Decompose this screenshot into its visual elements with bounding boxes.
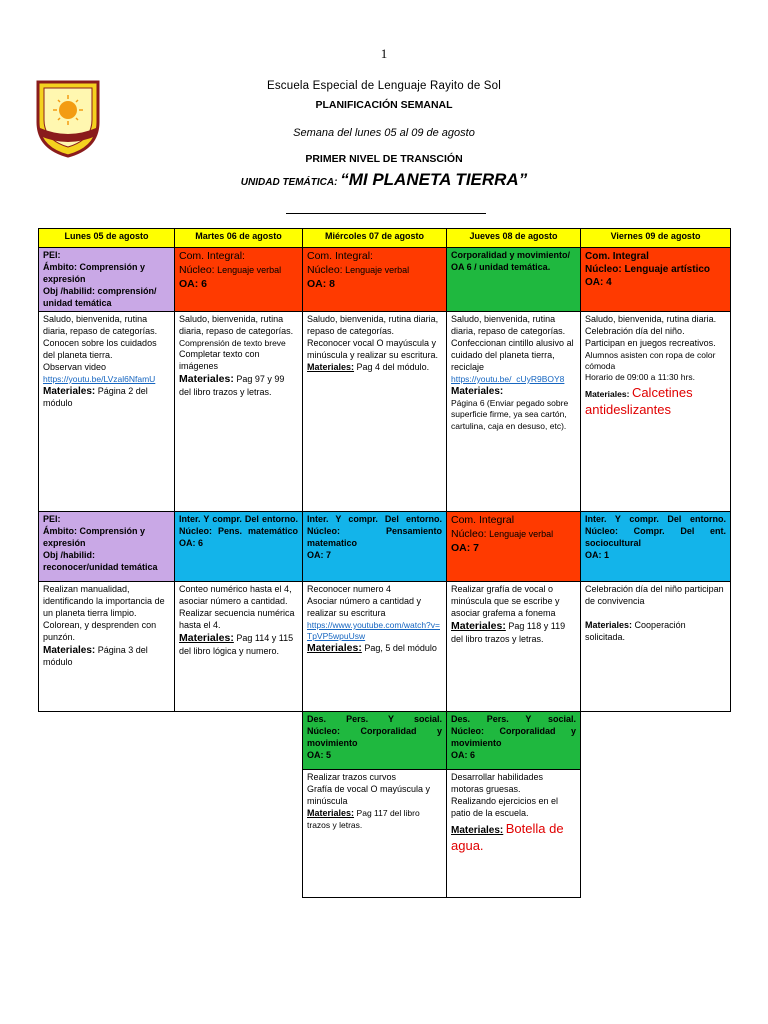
objective-line: Com. Integral: xyxy=(307,250,373,262)
objective-line: PEI: xyxy=(43,250,61,260)
materials-label: Materiales: xyxy=(179,373,234,386)
school-name: Escuela Especial de Lenguaje Rayito de Sol xyxy=(266,80,502,92)
objective-wednesday-2 xyxy=(303,512,447,582)
page-number: 1 xyxy=(380,46,388,61)
materials-label: Materiales: xyxy=(451,824,504,836)
objective-line: PEI: xyxy=(43,514,61,525)
nucleus-label: Núcleo: xyxy=(179,263,215,276)
objective-row-3 xyxy=(39,712,731,770)
activity-row-2 xyxy=(39,582,731,712)
activity-text: Saludo, bienvenida, rutina diaria, repaso de categorías. xyxy=(307,314,439,337)
objective-line: Núcleo: Corporalidad y movimiento xyxy=(307,726,442,749)
activity-text: Saludo, bienvenida, rutina diaria, repaso de categorías. xyxy=(43,314,158,337)
activity-row-3 xyxy=(39,770,731,898)
materials-text: Página 3 del módulo xyxy=(43,644,148,667)
objective-line: OA: 8 xyxy=(307,277,336,290)
objective-line: Com. Integral: xyxy=(179,250,245,262)
objective-row-1 xyxy=(39,248,731,312)
materials-label: Materiales: xyxy=(451,620,506,632)
unit-label: UNIDAD TEMÁTICA: xyxy=(240,177,338,188)
activity-text: Realizando ejercicios en el patio de la escuela. xyxy=(451,796,559,818)
activity-text: Participan en juegos recreativos. xyxy=(585,338,716,349)
objective-line: Des. Pers. Y social. xyxy=(451,714,576,725)
activity-text: Conocen sobre los cuidados del planeta tierra. xyxy=(43,338,157,360)
activity-text: Comprensión de texto breve xyxy=(179,338,286,349)
materials-label: Materiales: xyxy=(451,385,504,397)
day-header-friday: Viernes 09 de agosto xyxy=(581,229,731,248)
objective-line: Núcleo: Compr. Del ent. sociocultural xyxy=(585,526,726,549)
objective-line: OA: 6 xyxy=(179,538,204,549)
objective-line: OA: 7 xyxy=(307,550,332,560)
objective-line: Inter. Y compr. Del entorno. xyxy=(179,514,298,525)
objective-thursday-2 xyxy=(447,512,581,582)
day-header-tuesday: Martes 06 de agosto xyxy=(175,229,303,248)
activity-text: Reconocer vocal O mayúscula y minúscula y realizar su escritura. xyxy=(307,338,439,360)
materials-text: Página 2 del módulo xyxy=(43,385,148,409)
video-link[interactable]: https://youtu.be/LVzal6NfamU xyxy=(43,373,156,384)
objective-line: OA: 6 xyxy=(451,750,476,760)
activity-row-1 xyxy=(39,312,731,512)
day-header-wednesday: Miércoles 07 de agosto xyxy=(303,229,447,248)
materials-label: Materiales: xyxy=(307,361,355,372)
materials-text: Cooperación solicitada. xyxy=(585,620,686,642)
objective-line: OA: 5 xyxy=(307,750,332,760)
materials-text: Página 6 (Enviar pegado sobre superficie firme, ya sea cartón, cartulina, caja en desuso, etc). xyxy=(451,398,569,431)
materials-text: Botella de agua. xyxy=(451,820,564,854)
activity-text: Observan video xyxy=(43,361,107,372)
activity-wednesday-3 xyxy=(303,770,447,898)
objective-thursday-1 xyxy=(447,248,581,312)
objective-line: Corporalidad y movimiento/ OA 6 / unidad temática. xyxy=(451,250,571,272)
materials-text: Pag 118 y 119 del libro trazos y letras. xyxy=(451,621,566,644)
activity-text: Celebración día del niño. xyxy=(585,326,685,337)
objective-line: Núcleo: Lenguaje artístico xyxy=(585,264,711,276)
materials-label: Materiales: xyxy=(43,385,96,397)
objective-line: OA: 6 xyxy=(179,277,208,290)
activity-monday-1 xyxy=(39,312,175,512)
activity-wednesday-1 xyxy=(303,312,447,512)
objective-line: Des. Pers. Y social. xyxy=(307,714,442,725)
activity-friday-1 xyxy=(581,312,731,512)
objective-line: Núcleo: Pens. matemático xyxy=(179,526,298,537)
objective-line: Obj /habilid: comprensión/ unidad temática xyxy=(43,285,157,308)
activity-text: Saludo, bienvenida, rutina diaria, repaso de categorías. xyxy=(451,314,566,337)
activity-text: Saludo, bienvenida, rutina diaria. xyxy=(585,314,717,325)
activity-thursday-1 xyxy=(447,312,581,512)
activity-text: Realizar grafía de vocal o minúscula que se escribe y asociar grafema a fonema xyxy=(451,584,560,619)
video-link[interactable]: https://youtu.be/_cUyR9BOY8 xyxy=(451,373,565,384)
objective-line: Núcleo: Pensamiento matematico xyxy=(307,526,442,549)
thematic-unit xyxy=(0,170,768,190)
nucleus-value: Lenguaje verbal xyxy=(217,264,282,275)
objective-line: Ámbito: Comprensión y expresión xyxy=(43,526,146,549)
activity-wednesday-2 xyxy=(303,582,447,712)
nucleus-value: Lenguaje verbal xyxy=(345,264,410,275)
objective-line: Com. Integral xyxy=(585,251,649,262)
materials-label: Materiales: xyxy=(307,808,355,818)
day-header-thursday: Jueves 08 de agosto xyxy=(447,229,581,248)
objective-line: Ámbito: Comprensión y expresión xyxy=(43,261,146,284)
nucleus-label: Núcleo: xyxy=(307,263,343,276)
objective-tuesday-2 xyxy=(175,512,303,582)
activity-text: Confeccionan cintillo alusivo al cuidado del planeta tierra, reciclaje xyxy=(451,338,574,372)
day-header-row xyxy=(39,229,731,248)
activity-text: Reconocer numero 4 xyxy=(307,584,392,595)
objective-line: Obj /habilid: reconocer/unidad temática xyxy=(43,550,158,572)
video-link[interactable]: https://www.youtube.com/watch?v=TpVP5wpuUsw xyxy=(307,620,440,642)
objective-line: Inter. Y compr. Del entorno. xyxy=(307,514,442,525)
activity-text: Desarrollar habilidades motoras gruesas. xyxy=(451,772,544,795)
materials-text: Pag 97 y 99 del libro trazos y letras. xyxy=(179,374,285,397)
objective-friday-2 xyxy=(581,512,731,582)
objective-line: Inter. Y compr. Del entorno. xyxy=(585,514,726,525)
unit-title: “MI PLANETA TIERRA” xyxy=(340,170,528,189)
activity-text: Saludo, bienvenida, rutina diaria, repaso de categorías. xyxy=(179,314,294,337)
materials-label: Materiales: xyxy=(307,642,362,655)
level-title: PRIMER NIVEL DE TRANSCIÓN xyxy=(305,153,463,165)
objective-row-2 xyxy=(39,512,731,582)
activity-text: Conteo numérico hasta el 4, asociar número a cantidad. xyxy=(179,584,292,607)
nucleus-value: Lenguaje verbal xyxy=(489,529,554,540)
activity-text: Realizar secuencia numérica hasta el 4. xyxy=(179,608,295,630)
objective-line: Com. Integral xyxy=(451,514,515,527)
activity-text: Asociar número a cantidad y realizar su escritura xyxy=(307,596,422,619)
weekly-plan-table xyxy=(38,228,731,898)
document-title: PLANIFICACIÓN SEMANAL xyxy=(315,99,453,111)
nucleus-label: Núcleo: xyxy=(451,528,487,541)
objective-line: OA: 7 xyxy=(451,542,480,555)
activity-tuesday-2 xyxy=(175,582,303,712)
objective-thursday-3 xyxy=(447,712,581,770)
activity-thursday-2 xyxy=(447,582,581,712)
materials-label: Materiales: xyxy=(585,620,633,631)
activity-friday-2 xyxy=(581,582,731,712)
signature-line xyxy=(286,213,486,214)
week-range: Semana del lunes 05 al 09 de agosto xyxy=(293,127,475,139)
activity-monday-2 xyxy=(39,582,175,712)
materials-text: Pag, 5 del módulo xyxy=(364,643,437,654)
activity-text: Grafía de vocal O mayúscula y minúscula xyxy=(307,784,431,807)
activity-text: Completar texto con imágenes xyxy=(179,349,260,372)
materials-text: Calcetines antideslizantes xyxy=(585,384,693,417)
objective-monday-2 xyxy=(39,512,175,582)
materials-label: Materiales: xyxy=(43,644,96,656)
materials-label: Materiales: xyxy=(179,631,234,644)
materials-text: Pag 114 y 115 del libro lógica y numero. xyxy=(179,632,294,656)
activity-text: Celebración día del niño participan de convivencia xyxy=(585,584,724,607)
objective-monday-1 xyxy=(39,248,175,312)
objective-wednesday-1 xyxy=(303,248,447,312)
activity-text: Horario de 09:00 a 11:30 hrs. xyxy=(585,372,695,383)
activity-thursday-3 xyxy=(447,770,581,898)
objective-line: Núcleo: Corporalidad y movimiento xyxy=(451,726,576,749)
objective-wednesday-3 xyxy=(303,712,447,770)
activity-text: Colorean, y desprenden con punzón. xyxy=(43,620,157,642)
materials-label: Materiales: xyxy=(585,388,630,399)
activity-tuesday-1 xyxy=(175,312,303,512)
activity-text: Alumnos asisten con ropa de color cómoda xyxy=(585,350,716,372)
objective-line: OA: 4 xyxy=(585,277,612,289)
activity-text: Realizar trazos curvos xyxy=(307,772,397,783)
activity-text: Realizan manualidad, identificando la importancia de un planeta tierra limpio. xyxy=(43,584,165,619)
objective-friday-1 xyxy=(581,248,731,312)
materials-text: Pag 117 del libro trazos y letras. xyxy=(307,808,420,830)
materials-text: Pag 4 del módulo. xyxy=(356,361,430,372)
objective-line: OA: 1 xyxy=(585,550,610,560)
objective-tuesday-1 xyxy=(175,248,303,312)
day-header-monday: Lunes 05 de agosto xyxy=(39,229,175,248)
